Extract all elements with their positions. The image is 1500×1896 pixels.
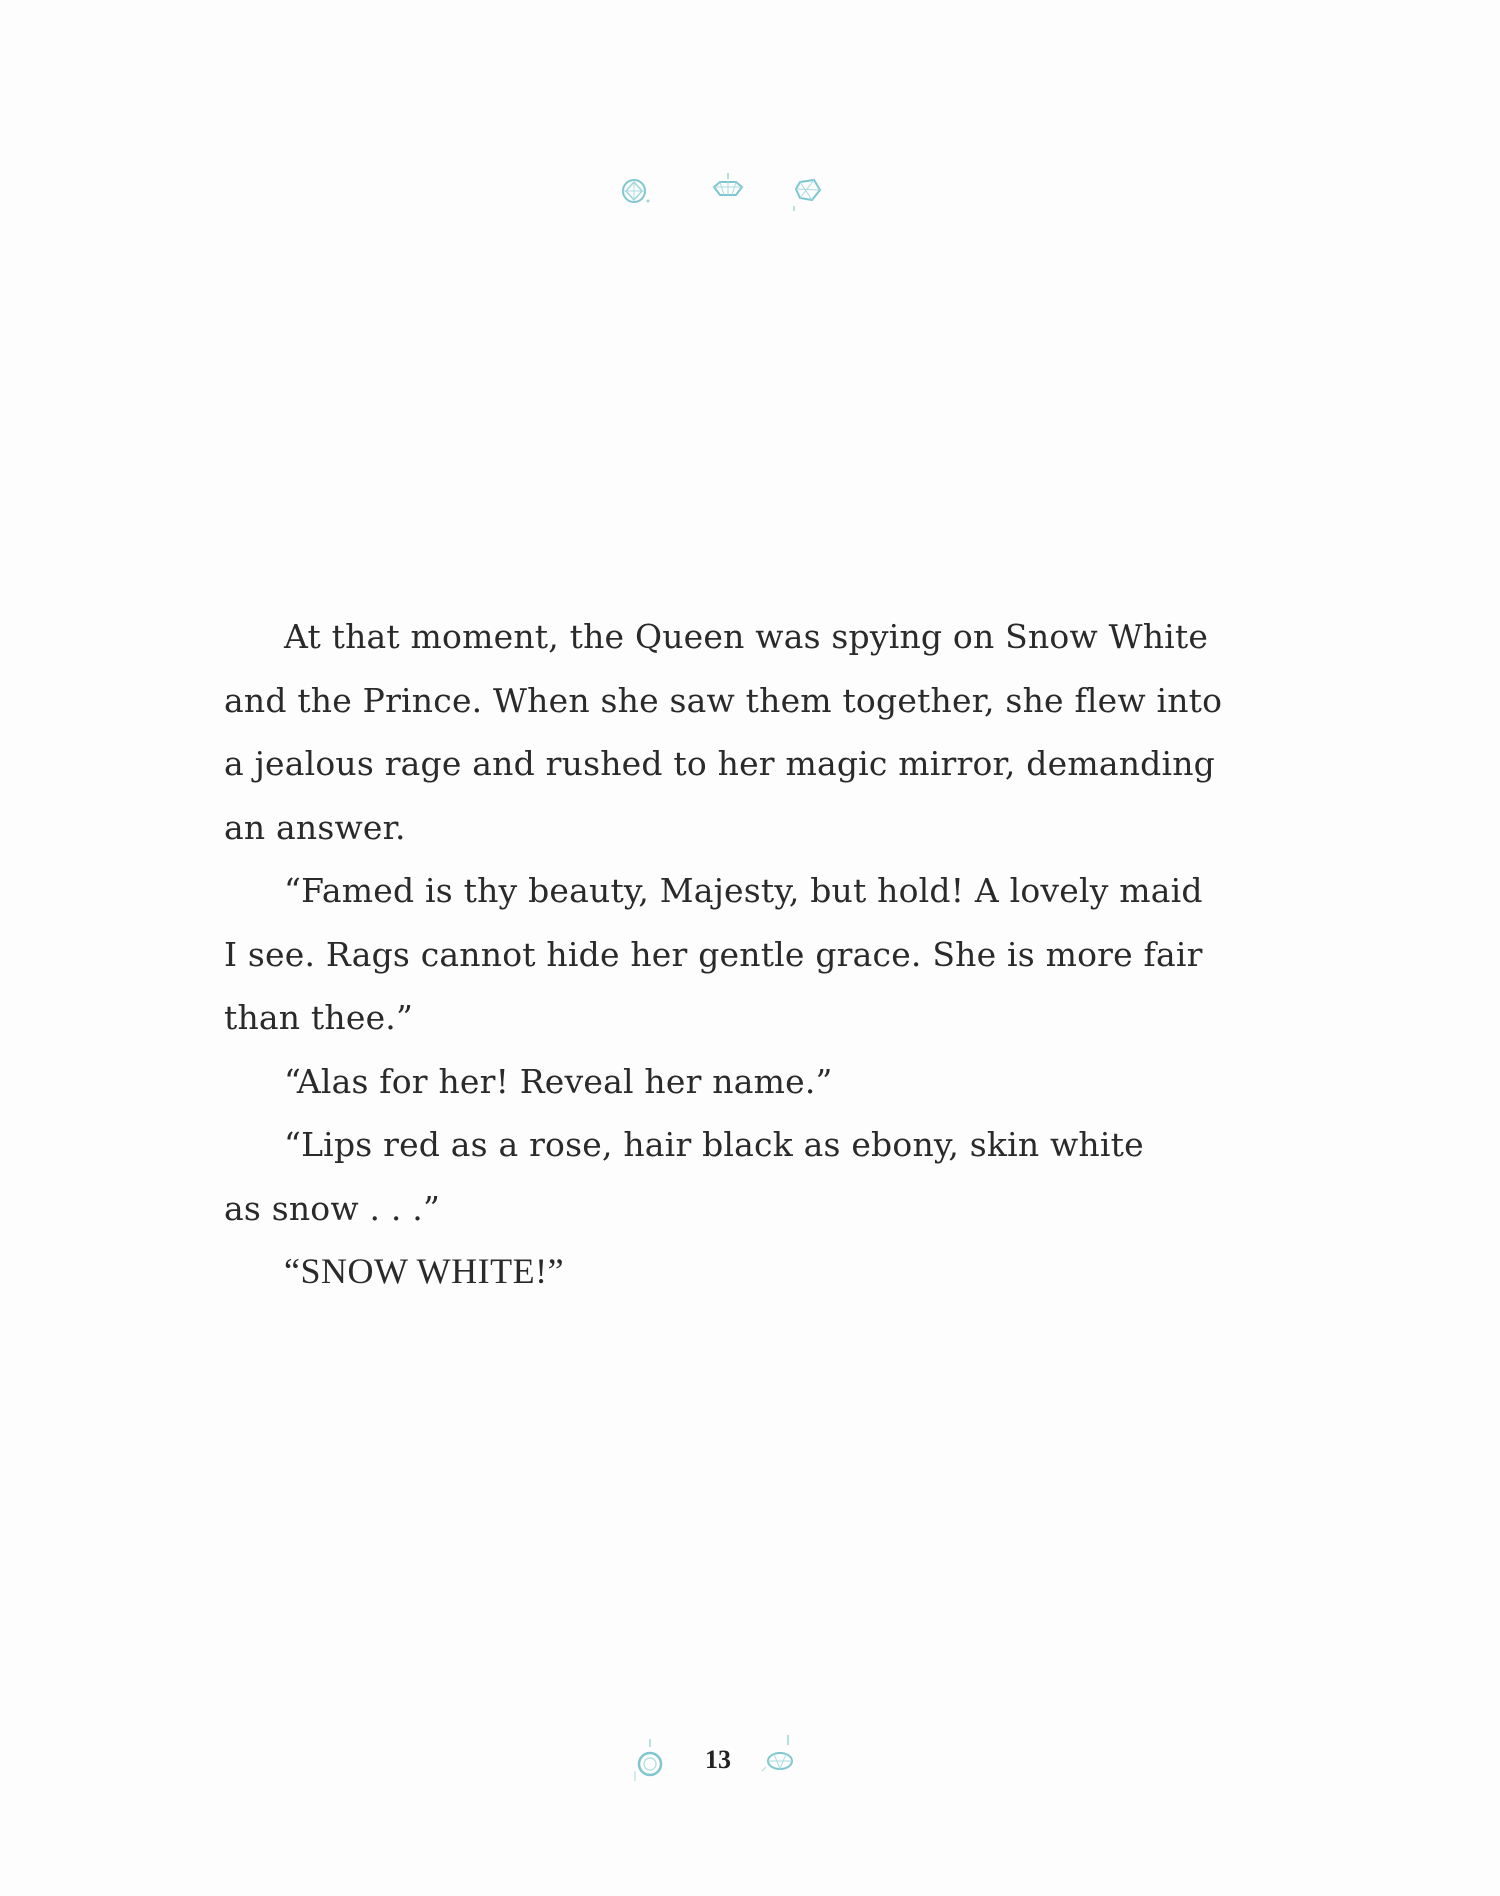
story-line: as snow . . .”: [224, 1188, 441, 1228]
story-line: and the Prince. When she saw them together, she flew into: [224, 680, 1223, 720]
story-line: than thee.”: [224, 998, 414, 1037]
story-line: At that moment, the Queen was spying on Snow White: [284, 617, 1209, 656]
page-footer: [625, 1735, 825, 1785]
round-gem-icon: [633, 1739, 667, 1783]
story-line: I see. Rags cannot hide her gentle grace. She is more fair: [224, 934, 1203, 974]
page-number: 13: [705, 1745, 731, 1774]
story-line: “Alas for her! Reveal her name.”: [284, 1061, 833, 1101]
story-text: [224, 605, 1224, 1304]
story-line: “Lips red as a rose, hair black as ebony, skin white: [284, 1125, 1144, 1164]
story-line: “Famed is thy beauty, Majesty, but hold! A lovely maid: [284, 871, 1203, 910]
story-line: an answer.: [224, 807, 406, 847]
faceted-gem-icon: [790, 176, 826, 212]
oval-gem-icon: [758, 1735, 802, 1779]
top-ornament-row: [610, 168, 850, 228]
story-line: a jealous rage and rushed to her magic mirror, demanding: [224, 744, 1216, 783]
round-gem-icon: [618, 176, 652, 206]
emerald-cut-gem-icon: [708, 173, 748, 205]
story-line: “SNOW WHITE!”: [284, 1251, 565, 1291]
